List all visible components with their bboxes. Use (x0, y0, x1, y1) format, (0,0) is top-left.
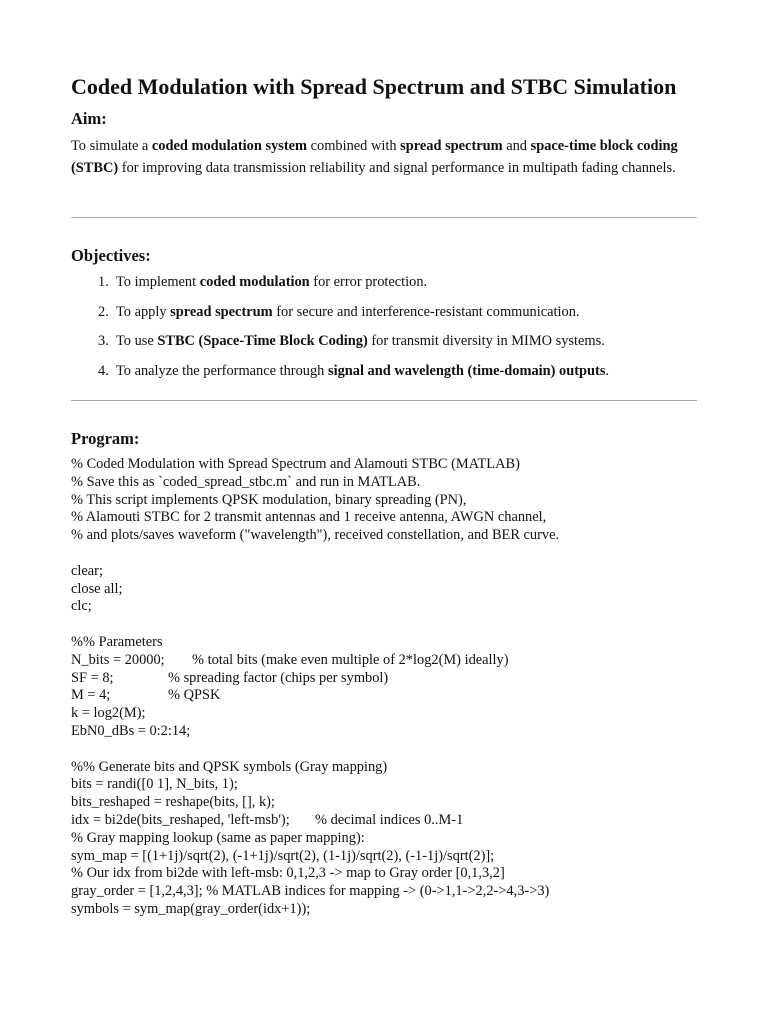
code-line-with-comment (71, 687, 697, 705)
objective-bold: signal and wavelength (time-domain) outputs (327, 363, 606, 380)
code-line: % Coded Modulation with Spread Spectrum and Alamouti STBC (MATLAB) (71, 456, 520, 472)
objective-text: for transmit diversity in MIMO systems. (367, 333, 605, 350)
aim-bold-3: space-time block coding (STBC) (71, 138, 678, 176)
objective-text: To apply (116, 303, 171, 320)
code-blank-line (71, 616, 697, 634)
code-line: clear; (71, 562, 103, 579)
objective-item-1 (71, 272, 609, 302)
objectives-list (71, 272, 609, 391)
code-line: % Our idx from bi2de with left-msb: 0,1,2,3 -> map to Gray order [0,1,3,2] (71, 865, 505, 882)
code-line: % This script implements QPSK modulation, binary spreading (PN), (71, 491, 467, 508)
program-code-block (71, 456, 697, 919)
objective-text: To use (116, 333, 158, 350)
code-comment: % total bits (make even multiple of 2*log2(M) ideally) (192, 651, 509, 668)
aim-bold-1: coded modulation system (151, 138, 308, 154)
code-line: bits_reshaped = reshape(bits, [], k); (71, 794, 275, 811)
code-comment: % spreading factor (chips per symbol) (168, 669, 389, 686)
code-line: % Gray mapping lookup (same as paper mapping): (71, 829, 365, 846)
document-title: Coded Modulation with Spread Spectrum and STBC Simulation (71, 74, 677, 99)
code-comment: % decimal indices 0..M-1 (315, 811, 464, 828)
code-line: %% Parameters (71, 633, 163, 650)
program-heading: Program: (71, 429, 140, 448)
code-blank-line (71, 545, 697, 563)
code-line: % Alamouti STBC for 2 transmit antennas and 1 receive antenna, AWGN channel, (71, 509, 547, 526)
code-line: % Save this as `coded_spread_stbc.m` and run in MATLAB. (71, 473, 421, 490)
aim-text-1: To simulate a (71, 138, 152, 154)
code-line: k = log2(M); (71, 705, 146, 722)
code-line: clc; (71, 598, 92, 615)
objective-number: 1. (98, 274, 109, 290)
aim-text-4: for improving data transmission reliability and signal performance in multipath fading channels. (118, 159, 676, 176)
code-blank-line (71, 741, 697, 759)
objective-bold: spread spectrum (170, 303, 273, 320)
objective-text: . (605, 363, 610, 380)
code-line: EbN0_dBs = 0:2:14; (71, 722, 191, 739)
code-line: bits = randi([0 1], N_bits, 1); (71, 776, 238, 793)
objectives-heading: Objectives: (71, 246, 151, 265)
code-comment: % QPSK (168, 687, 221, 704)
objective-bold: coded modulation (199, 274, 310, 290)
objective-text: for secure and interference-resistant communication. (272, 303, 580, 320)
objective-number: 3. (98, 333, 109, 350)
objective-item-4 (71, 361, 609, 391)
objective-text: for error protection. (309, 274, 428, 290)
code-line-with-comment (71, 652, 697, 670)
aim-text-3: and (502, 138, 531, 154)
code-line: % and plots/saves waveform ("wavelength"), received constellation, and BER curve. (71, 527, 560, 544)
code-text: idx = bi2de(bits_reshaped, 'left-msb'); (71, 811, 290, 828)
divider-2 (71, 400, 697, 401)
code-line: sym_map = [(1+1j)/sqrt(2), (-1+1j)/sqrt(2), (1-1j)/sqrt(2), (-1-1j)/sqrt(2)]; (71, 847, 495, 864)
objective-text: To implement (116, 274, 200, 290)
divider-1 (71, 217, 697, 218)
code-line: %% Generate bits and QPSK symbols (Gray mapping) (71, 758, 388, 775)
objective-item-3 (71, 331, 609, 361)
code-line: close all; (71, 580, 123, 597)
aim-heading: Aim: (71, 109, 107, 128)
code-line-with-comment (71, 812, 697, 830)
objective-bold: STBC (Space-Time Block Coding) (157, 333, 368, 350)
aim-bold-2: spread spectrum (400, 138, 503, 154)
objective-number: 4. (98, 363, 109, 380)
objective-item-2 (71, 302, 609, 332)
code-text: N_bits = 20000; (71, 651, 165, 668)
objective-number: 2. (98, 303, 109, 320)
objective-text: To analyze the performance through (116, 363, 328, 380)
code-line: symbols = sym_map(gray_order(idx+1)); (71, 900, 311, 917)
code-line-with-comment (71, 670, 697, 688)
code-line: gray_order = [1,2,4,3]; % MATLAB indices for mapping -> (0->1,1->2,2->4,3->3) (71, 883, 550, 900)
code-text: M = 4; (71, 687, 111, 704)
aim-paragraph (71, 136, 697, 179)
code-text: SF = 8; (71, 669, 114, 686)
aim-text-2: combined with (307, 138, 401, 154)
